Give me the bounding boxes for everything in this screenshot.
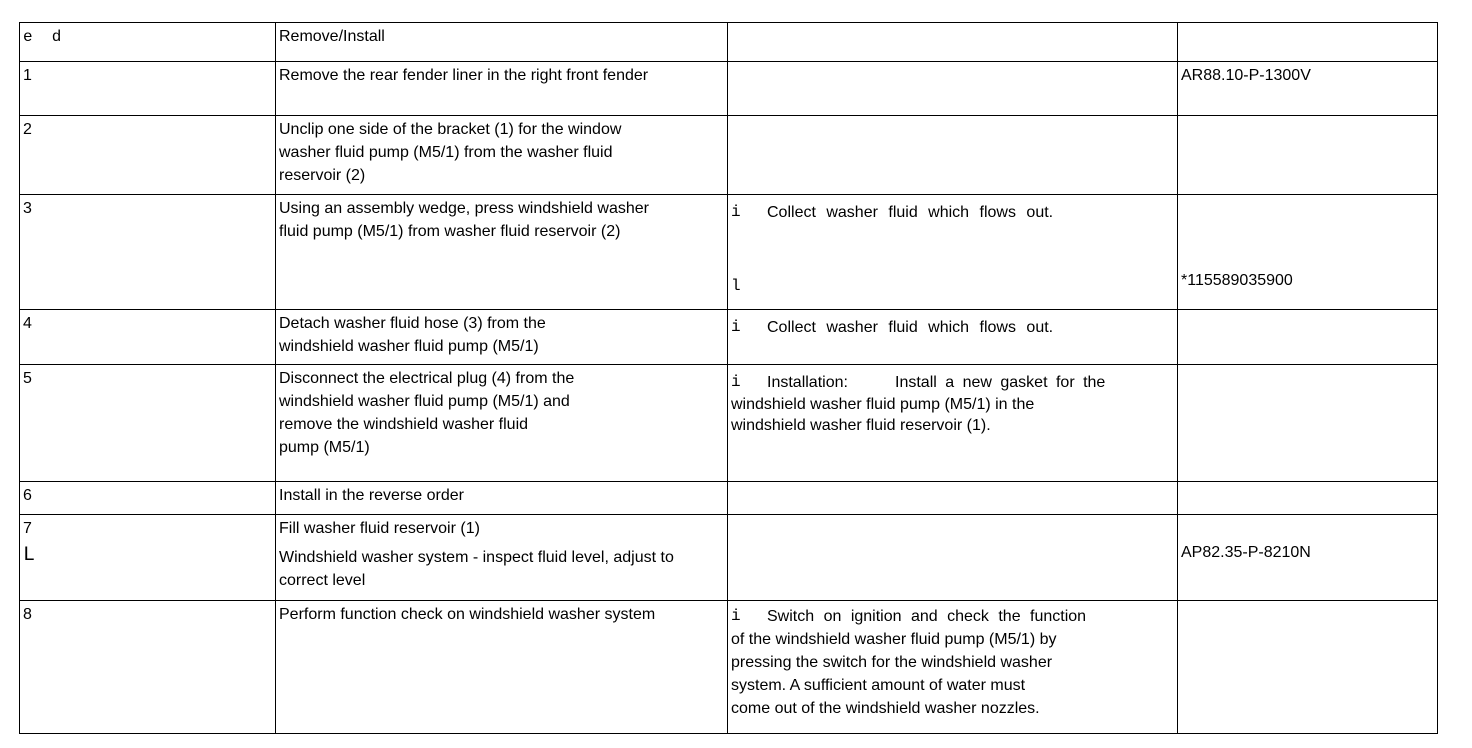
step-action: Unclip one side of the bracket (1) for the window washer fluid pump (M5/1) from the washer fluid reservoir (2) xyxy=(276,116,728,195)
note-text: windshield washer fluid pump (M5/1) in the windshield washer fluid reservoir (1). xyxy=(731,396,1035,434)
step-note xyxy=(728,365,1178,482)
info-icon: i xyxy=(731,373,741,391)
table-row xyxy=(20,195,1438,310)
note-first-line xyxy=(731,603,1147,628)
step-number: 3 xyxy=(20,195,276,310)
step-number: 5 xyxy=(20,365,276,482)
note-text: Install a new gasket for the xyxy=(895,374,1106,391)
step-reference xyxy=(1178,195,1438,310)
note-text: Collect washer fluid which flows out. xyxy=(767,319,1054,336)
step-action: Using an assembly wedge, press windshield washer fluid pump (M5/1) from washer fluid reservoir (2) xyxy=(276,195,728,310)
step-number: 1 xyxy=(20,62,276,116)
step-reference xyxy=(1178,116,1438,195)
step-note xyxy=(728,515,1178,601)
step-action: Perform function check on windshield washer system xyxy=(276,601,728,734)
step-number: 7 L xyxy=(20,515,276,601)
table-row xyxy=(20,116,1438,195)
link-icon: L xyxy=(23,544,36,567)
action-line: Windshield washer system - inspect fluid level, adjust to correct level xyxy=(279,549,674,589)
step-action xyxy=(276,365,728,482)
tool-number: *115589035900 xyxy=(1181,272,1293,289)
info-icon: i xyxy=(731,318,741,336)
step-note xyxy=(728,195,1178,310)
step-note xyxy=(728,601,1178,734)
step-reference xyxy=(1178,310,1438,365)
note-line: come out of the windshield washer nozzles. xyxy=(731,700,1040,717)
step-reference xyxy=(1178,601,1438,734)
note-text: Switch on ignition and check the function xyxy=(767,608,1087,625)
note-line: pressing the switch for the windshield washer xyxy=(731,654,1053,671)
step-reference xyxy=(1178,482,1438,515)
action-line: pump (M5/1) xyxy=(279,439,370,456)
step-note xyxy=(728,116,1178,195)
step-number: 8 xyxy=(20,601,276,734)
step-reference xyxy=(1178,365,1438,482)
step-note xyxy=(728,62,1178,116)
note-heading: Installation: xyxy=(767,374,848,391)
procedure-table xyxy=(19,22,1438,734)
action-line: Fill washer fluid reservoir (1) xyxy=(279,520,480,537)
step-number: 2 xyxy=(20,116,276,195)
action-line: windshield washer fluid pump (M5/1) and xyxy=(279,393,570,410)
header-title: Remove/Install xyxy=(276,23,728,62)
step-action: Detach washer fluid hose (3) from the windshield washer fluid pump (M5/1) xyxy=(276,310,728,365)
header-notes xyxy=(728,23,1178,62)
note-line: of the windshield washer fluid pump (M5/1) by xyxy=(731,631,1057,648)
table-header-row xyxy=(20,23,1438,62)
note-line: system. A sufficient amount of water must xyxy=(731,677,1026,694)
action-line: Disconnect the electrical plug (4) from the xyxy=(279,370,575,387)
table-row xyxy=(20,365,1438,482)
header-references xyxy=(1178,23,1438,62)
header-symbols: e d xyxy=(20,23,276,62)
step-reference: AP82.35-P-8210N xyxy=(1178,515,1438,601)
table-row xyxy=(20,515,1438,601)
table-row xyxy=(20,601,1438,734)
table-row xyxy=(20,310,1438,365)
step-reference: AR88.10-P-1300V xyxy=(1178,62,1438,116)
tool-icon: l xyxy=(731,277,741,295)
step-action xyxy=(276,515,728,601)
note-first-line xyxy=(731,367,1147,394)
step-note xyxy=(728,310,1178,365)
step-action: Remove the rear fender liner in the right front fender xyxy=(276,62,728,116)
step-action: Install in the reverse order xyxy=(276,482,728,515)
step-number: 6 xyxy=(20,482,276,515)
info-icon: i xyxy=(731,203,741,221)
note-text: Collect washer fluid which flows out. xyxy=(767,204,1054,221)
info-icon: i xyxy=(731,607,741,625)
action-line: remove the windshield washer fluid xyxy=(279,416,529,433)
step-note xyxy=(728,482,1178,515)
step-number: 4 xyxy=(20,310,276,365)
table-row xyxy=(20,62,1438,116)
table-row xyxy=(20,482,1438,515)
